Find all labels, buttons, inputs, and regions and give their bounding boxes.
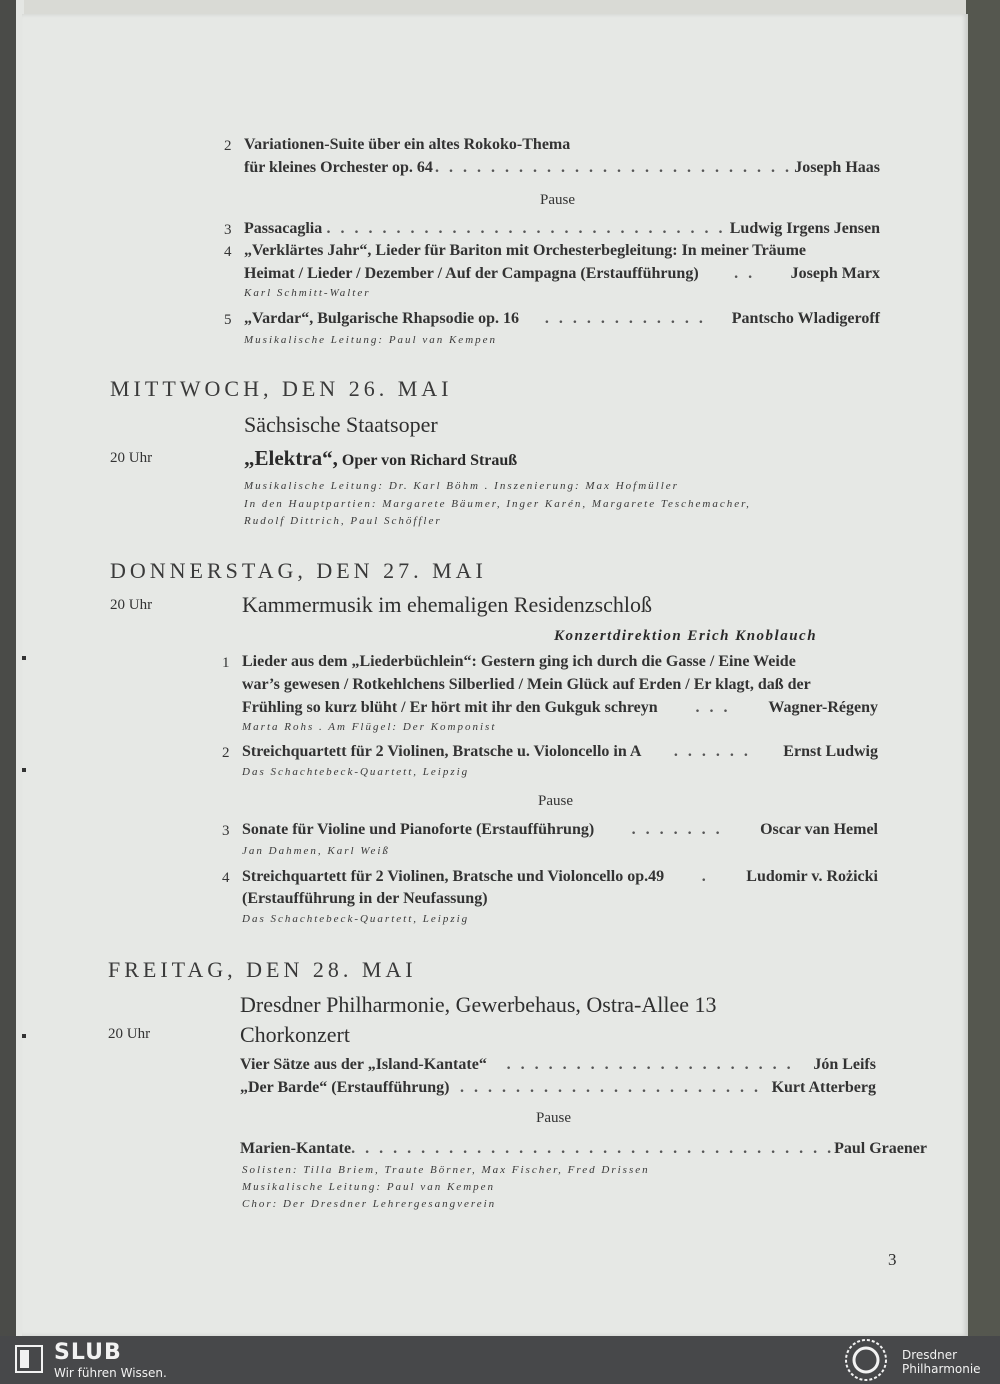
start-time: 20 Uhr xyxy=(110,597,153,613)
program-line xyxy=(240,1056,876,1074)
partner-name-line2: Philharmonie xyxy=(902,1362,981,1376)
start-time: 20 Uhr xyxy=(110,450,153,466)
philharmonie-logo-icon[interactable] xyxy=(844,1338,888,1382)
start-time: 20 Uhr xyxy=(108,1026,151,1042)
work-title: Marien-Kantate xyxy=(240,1140,352,1157)
program-line xyxy=(240,1140,927,1158)
pause-label: Pause xyxy=(540,192,575,208)
program-line xyxy=(244,220,880,238)
composer-name: Oscar van Hemel xyxy=(760,821,878,838)
dot-leader: . xyxy=(701,868,709,885)
item-number: 4 xyxy=(224,244,232,260)
program-line xyxy=(242,699,878,717)
work-title: Sonate für Violine und Pianoforte (Erstaufführung) xyxy=(242,821,595,838)
work-title: Streichquartett für 2 Violinen, Bratsche und Violoncello op.49 xyxy=(242,868,665,885)
dot-leader: . . . xyxy=(695,699,731,716)
composer-name: Paul Graener xyxy=(834,1140,927,1157)
work-title: Heimat / Lieder / Dezember / Auf der Campagna (Erstaufführung) xyxy=(244,265,699,282)
item-number: 3 xyxy=(224,222,232,238)
day-heading: MITTWOCH, DEN 26. MAI xyxy=(110,376,453,401)
slub-tagline: Wir führen Wissen. xyxy=(54,1366,167,1380)
opera-title: „Elektra“, xyxy=(244,446,338,470)
work-title: für kleines Orchester op. 64 xyxy=(244,159,433,176)
item-number: 2 xyxy=(224,138,232,154)
work-title: Streichquartett für 2 Violinen, Bratsche u. Violoncello in A xyxy=(242,743,642,760)
composer-name: Ernst Ludwig xyxy=(783,743,878,760)
venue-title: Sächsische Staatsoper xyxy=(244,412,438,437)
program-line xyxy=(244,310,880,328)
concert-title: Chorkonzert xyxy=(240,1022,350,1047)
dot-leader: . . . . . . . . . . . . xyxy=(544,310,706,327)
credits-line: In den Hauptpartien: Margarete Bäumer, Inger Karén, Margarete Teschemacher, xyxy=(244,498,751,510)
program-line xyxy=(242,821,878,839)
composer-name: Pantscho Wladigeroff xyxy=(731,310,880,327)
dot-leader: . . xyxy=(734,265,756,282)
composer-name: Ludomir v. Rożicki xyxy=(746,868,878,885)
composer-name: Wagner-Régeny xyxy=(768,699,878,716)
day-heading: FREITAG, DEN 28. MAI xyxy=(108,957,417,982)
dot-leader: . . . . . . . xyxy=(631,821,723,838)
binding-mark xyxy=(22,656,26,660)
work-title: „Vardar“, Bulgarische Rhapsodie op. 16 xyxy=(244,310,519,327)
work-title: war’s gewesen / Rotkehlchens Silberlied / Mein Glück auf Erden / Er klagt, daß der xyxy=(242,676,811,693)
partner-name-line1: Dresdner xyxy=(902,1348,958,1362)
item-number: 5 xyxy=(224,312,232,328)
performer-credit: Karl Schmitt-Walter xyxy=(244,287,371,299)
program-line xyxy=(240,1079,876,1097)
dot-leader: . . . . . . . . . . . . . . . . . . . . . . . . . . xyxy=(435,159,793,176)
work-title: (Erstaufführung in der Neufassung) xyxy=(242,890,488,907)
item-number: 1 xyxy=(222,655,230,671)
item-number: 4 xyxy=(222,870,230,886)
venue-title: Dresdner Philharmonie, Gewerbehaus, Ostra-Allee 13 xyxy=(240,992,717,1017)
composer-name: Kurt Atterberg xyxy=(771,1079,876,1096)
credits-line: Musikalische Leitung: Paul van Kempen xyxy=(242,1181,496,1193)
credits-line: Musikalische Leitung: Dr. Karl Böhm . Inszenierung: Max Hofmüller xyxy=(244,480,679,492)
footer-bar xyxy=(0,1336,1000,1384)
slub-name[interactable]: SLUB xyxy=(54,1340,122,1365)
work-title: Variationen-Suite über ein altes Rokoko-Thema xyxy=(244,136,571,153)
program-line xyxy=(244,265,880,283)
slub-logo-icon[interactable] xyxy=(14,1344,44,1374)
opera-title-line xyxy=(244,446,517,471)
work-title: „Der Barde“ (Erstaufführung) xyxy=(240,1079,450,1096)
dot-leader: . . . . . . . . . . . . . . . . . . . . . xyxy=(506,1056,794,1073)
composer-name: Joseph Haas xyxy=(794,159,880,176)
partner-name[interactable] xyxy=(902,1348,981,1376)
program-line xyxy=(244,159,880,177)
pause-label: Pause xyxy=(536,1110,571,1126)
work-title: Vier Sätze aus der „Island-Kantate“ xyxy=(240,1056,487,1073)
dot-leader: . . . . . . xyxy=(673,743,751,760)
composer-name: Jón Leifs xyxy=(813,1056,876,1073)
binding-mark xyxy=(22,1034,26,1038)
agency-credit: Konzertdirektion Erich Knoblauch xyxy=(554,628,818,644)
credits-line: Solisten: Tilla Briem, Traute Börner, Max Fischer, Fred Drissen xyxy=(242,1164,650,1176)
program-line xyxy=(242,868,878,886)
document-page xyxy=(22,14,968,1336)
work-title: Passacaglia xyxy=(244,220,323,237)
venue-title: Kammermusik im ehemaligen Residenzschloß xyxy=(242,592,652,617)
credits-line: Rudolf Dittrich, Paul Schöffler xyxy=(244,515,442,527)
work-title: Lieder aus dem „Liederbüchlein“: Gestern ging ich durch die Gasse / Eine Weide xyxy=(242,653,796,670)
right-background xyxy=(966,0,1000,1336)
item-number: 2 xyxy=(222,745,230,761)
performer-credit: Das Schachtebeck-Quartett, Leipzig xyxy=(242,913,470,925)
program-line xyxy=(242,743,878,761)
composer-name: Ludwig Irgens Jensen xyxy=(729,220,880,237)
day-heading: DONNERSTAG, DEN 27. MAI xyxy=(110,558,487,583)
item-number: 3 xyxy=(222,823,230,839)
performer-credit: Das Schachtebeck-Quartett, Leipzig xyxy=(242,766,470,778)
dot-leader: . . . . . . . . . . . . . . . . . . . . . . xyxy=(460,1079,762,1096)
pause-label: Pause xyxy=(538,793,573,809)
binding-mark xyxy=(22,768,26,772)
dot-leader: . . . . . . . . . . . . . . . . . . . . . . . . . . . . . . . . . . . xyxy=(351,1140,835,1157)
dot-leader: . . . . . . . . . . . . . . . . . . . . . . . . . . . . . xyxy=(326,220,726,237)
composer-name: Joseph Marx xyxy=(790,265,880,282)
performer-credit: Jan Dahmen, Karl Weiß xyxy=(242,845,390,857)
performer-credit: Musikalische Leitung: Paul van Kempen xyxy=(244,334,498,346)
page-number: 3 xyxy=(888,1250,897,1269)
performer-credit: Marta Rohs . Am Flügel: Der Komponist xyxy=(242,721,497,733)
work-title: Frühling so kurz blüht / Er hört mit ihr den Gukguk schreyn xyxy=(242,699,658,716)
credits-line: Chor: Der Dresdner Lehrergesangverein xyxy=(242,1198,497,1210)
opera-subtitle: Oper von Richard Strauß xyxy=(341,452,518,469)
work-title: „Verklärtes Jahr“, Lieder für Bariton mit Orchesterbegleitung: In meiner Träume xyxy=(244,242,807,259)
